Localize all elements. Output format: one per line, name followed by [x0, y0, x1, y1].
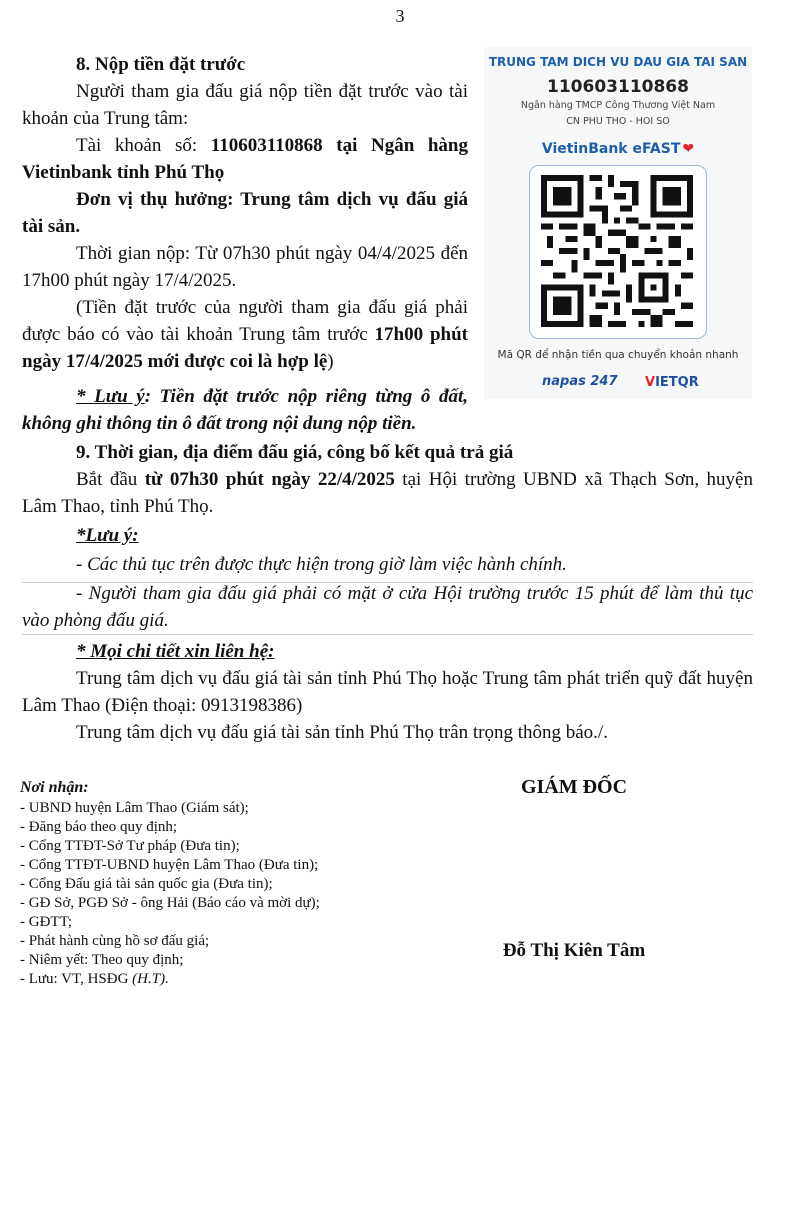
archive-text: - Lưu: VT, HSĐG	[20, 971, 133, 987]
recipients-list	[20, 799, 320, 989]
vietqr-v: V	[645, 375, 656, 390]
section-8-heading: 8. Nộp tiền đặt trước	[76, 54, 246, 75]
auction-start-text: Bắt đầu	[76, 469, 145, 490]
napas-247-logo	[542, 374, 618, 389]
vietqr-logo	[645, 375, 699, 390]
account-label: Tài khoản số:	[76, 135, 211, 156]
auction-start-date: từ 07h30 phút ngày 22/4/2025	[144, 469, 395, 490]
list-item	[20, 970, 320, 989]
heart-icon: ❤	[682, 141, 695, 157]
account-paragraph	[22, 132, 468, 186]
deposit-time: Thời gian nộp: Từ 07h30 phút ngày 04/4/2025 đến 17h00 phút ngày 17/4/2025.	[22, 243, 468, 291]
list-item: - Cổng Đấu giá tài sản quốc gia (Đưa tin);	[20, 876, 273, 892]
qr-payment-card	[484, 47, 752, 399]
signature-title: GIÁM ĐỐC	[520, 776, 628, 798]
napas-247-text: 247	[585, 374, 618, 389]
list-item: - Phát hành cùng hồ sơ đấu giá;	[20, 933, 210, 949]
divider	[22, 634, 753, 635]
qr-bank-name: Ngân hàng TMCP Công Thương Việt Nam	[520, 100, 716, 111]
signature-name: Đỗ Thị Kiên Tâm	[502, 940, 646, 961]
deposit-warning	[22, 383, 468, 437]
beneficiary: Đơn vị thụ hưởng: Trung tâm dịch vụ đấu giá tài sản.	[22, 189, 468, 237]
qr-caption: Mã QR để nhận tiền qua chuyển khoản nhanh	[497, 349, 739, 361]
list-item: - GĐ Sở, PGĐ Sở - ông Hải (Báo cáo và mời dự);	[20, 895, 320, 911]
deposit-note-end: )	[327, 351, 334, 372]
deposit-warning-label: * Lưu ý	[76, 386, 145, 407]
deposit-note	[22, 294, 468, 375]
section-9-note-2	[22, 580, 753, 634]
deposit-note-text: (Tiền đặt trước của người tham gia đấu giá phải được báo có vào tài khoản Trung tâm trước	[22, 297, 468, 345]
vietinbank-efast-text: VietinBank eFAST	[541, 141, 681, 157]
deposit-deadline: 17h00 phút ngày 17/4/2025 mới được coi là hợp lệ	[22, 324, 468, 372]
note-2-text: Người tham gia đấu giá phải có mặt ở cửa Hội trường trước 15 phút để làm thủ tục vào phòng đấu giá.	[22, 583, 754, 631]
auction-start	[22, 466, 753, 520]
section-9-note-label: *Lưu ý:	[76, 525, 139, 546]
qr-code-icon	[541, 175, 693, 327]
qr-code-frame	[529, 165, 707, 339]
list-item: - Niêm yết: Theo quy định;	[20, 952, 184, 968]
deposit-warning-text: : Tiền đặt trước nộp riêng từng ô đất, không ghi thông tin ô đất trong nội dung nộp tiền.	[22, 386, 468, 434]
napas-text: napas	[542, 374, 586, 389]
qr-account-number: 110603110868	[547, 77, 689, 97]
contact-text: Trung tâm dịch vụ đấu giá tài sản tỉnh Phú Thọ hoặc Trung tâm phát triển quỹ đất huyện Lâm Thao (Điện thoại: 0913198386)	[22, 668, 753, 716]
note-2-dash: -	[76, 583, 89, 604]
list-item: - Cổng TTĐT-UBND huyện Lâm Thao (Đưa tin);	[20, 857, 319, 873]
recipients-label: Nơi nhận:	[20, 779, 89, 796]
closing-line: Trung tâm dịch vụ đấu giá tài sản tỉnh Phú Thọ trân trọng thông báo./.	[76, 722, 608, 743]
list-item: - Cổng TTĐT-Sở Tư pháp (Đưa tin);	[20, 838, 240, 854]
qr-bank-branch: CN PHU THO - HOI SO	[566, 116, 670, 127]
archive-initials: (H.T).	[132, 971, 169, 987]
vietqr-text: IETQR	[655, 375, 699, 390]
auction-location: tại Hội trường UBND xã Thạch Sơn, huyện Lâm Thao, tỉnh Phú Thọ.	[22, 469, 753, 517]
list-item: - GĐTT;	[20, 914, 73, 930]
section-8-intro: Người tham gia đấu giá nộp tiền đặt trước vào tài khoản của Trung tâm:	[22, 81, 468, 129]
account-number-bank: 110603110868 tại Ngân hàng Vietinbank tỉnh Phú Thọ	[22, 135, 468, 183]
section-9-heading: 9. Thời gian, địa điểm đấu giá, công bố kết quả trả giá	[76, 442, 514, 463]
list-item: - Đăng báo theo quy định;	[20, 819, 178, 835]
contact-label: * Mọi chi tiết xin liên hệ:	[76, 641, 275, 662]
list-item: - UBND huyện Lâm Thao (Giám sát);	[20, 800, 249, 816]
page-number: 3	[395, 6, 405, 26]
qr-card-title: TRUNG TAM DICH VU DAU GIA TAI SAN	[488, 55, 748, 69]
section-9-note-1: - Các thủ tục trên được thực hiện trong giờ làm việc hành chính.	[76, 554, 567, 575]
vietinbank-efast-logo	[484, 141, 752, 157]
